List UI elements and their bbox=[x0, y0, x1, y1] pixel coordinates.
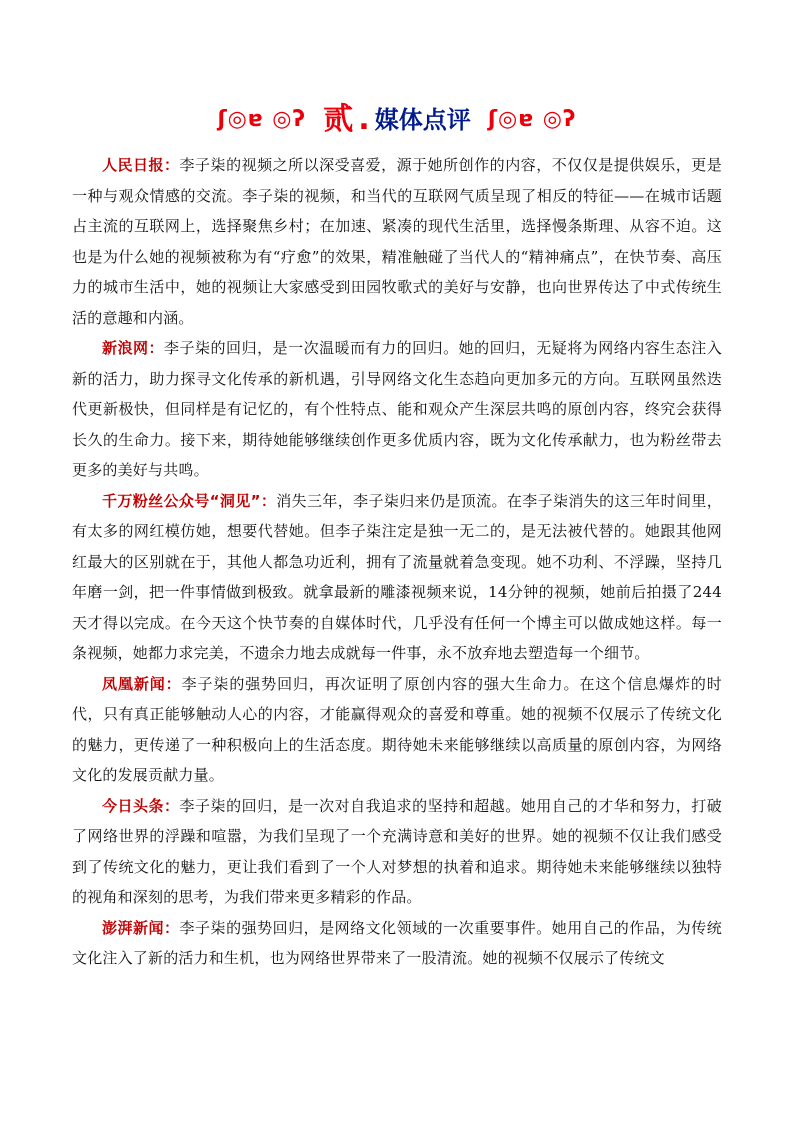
review-text: 消失三年，李子柒归来仍是顶流。在李子柒消失的这三年时间里，有太多的网红模仿她，想要代替她。但李子柒注定是独一无二的，是无法被代替的。她跟其他网红最大的区别就在于，其他人都急功近利，拥有了流量就着急变现。她不功利、不浮躁，坚持几年磨一剑，把一件事情做到极致。就拿最新的雕漆视频来说，14分钟的视频，她前后拍摄了244天才得以完成。在今天这个快节奏的自媒体时代，几乎没有任何一个博主可以做成她这样。每一条视频，她都力求完美，不遗余力地去成就每一件事，永不放弃地去塑造每一个细节。 bbox=[72, 491, 722, 662]
review-source: 凤凰新闻： bbox=[102, 674, 182, 693]
review-paragraph bbox=[72, 150, 722, 333]
review-paragraph bbox=[72, 791, 722, 913]
section-number: 贰 bbox=[323, 101, 354, 137]
review-text: 李子柒的强势回归，是网络文化领域的一次重要事件。她用自己的作品，为传统文化注入了新的活力和生机，也为网络世界带来了一股清流。她的视频不仅展示了传统文 bbox=[72, 918, 722, 967]
title-ornament-left: ʃ◎ɐ ◎ʔ bbox=[217, 106, 307, 132]
title-ornament-right: ʃ◎ɐ ◎ʔ bbox=[487, 106, 577, 132]
review-paragraph bbox=[72, 333, 722, 486]
review-text: 李子柒的回归，是一次对自我追求的坚持和超越。她用自己的才华和努力，打破了网络世界的浮躁和喧嚣，为我们呈现了一个充满诗意和美好的世界。她的视频不仅让我们感受到了传统文化的魅力，更让我们看到了一个人对梦想的执着和追求。期待她未来能够继续以独特的视角和深刻的思考，为我们带来更多精彩的作品。 bbox=[72, 796, 722, 906]
review-paragraph bbox=[72, 913, 722, 974]
review-list bbox=[72, 150, 722, 974]
review-text: 李子柒的回归，是一次温暖而有力的回归。她的回归，无疑将为网络内容生态注入新的活力，助力探寻文化传承的新机遇，引导网络文化生态趋向更加多元的方向。互联网虽然迭代更新极快，但同样是有记忆的，有个性特点、能和观众产生深层共鸣的原创内容，终究会获得长久的生命力。接下来，期待她能够继续创作更多优质内容，既为文化传承献力，也为粉丝带去更多的美好与共鸣。 bbox=[72, 339, 722, 479]
section-title bbox=[0, 96, 794, 142]
review-paragraph bbox=[72, 669, 722, 791]
review-text: 李子柒的强势回归，再次证明了原创内容的强大生命力。在这个信息爆炸的时代，只有真正能够触动人心的内容，才能赢得观众的喜爱和尊重。她的视频不仅展示了传统文化的魅力，更传递了一种积极向上的生活态度。期待她未来能够继续以高质量的原创内容，为网络文化的发展贡献力量。 bbox=[72, 674, 722, 784]
review-source: 今日头条： bbox=[102, 796, 180, 815]
review-source: 千万粉丝公众号“洞见”： bbox=[102, 491, 277, 510]
review-source: 新浪网： bbox=[102, 339, 165, 357]
review-paragraph bbox=[72, 486, 722, 669]
section-number-dot: . bbox=[358, 101, 370, 137]
review-text: 李子柒的视频之所以深受喜爱，源于她所创作的内容，不仅仅是提供娱乐，更是一种与观众情感的交流。李子柒的视频，和当代的互联网气质呈现了相反的特征——在城市话题占主流的互联网上，选择聚焦乡村；在加速、紧凑的现代生活里，选择慢条斯理、从容不迫。这也是为什么她的视频被称为有“疗愈”的效果，精准触碰了当代人的“精神痛点”，在快节奏、高压力的城市生活中，她的视频让大家感受到田园牧歌式的美好与安静，也向世界传达了中式传统生活的意趣和内涵。 bbox=[72, 156, 722, 327]
section-heading: 媒体点评 bbox=[374, 105, 471, 134]
review-source: 澎湃新闻： bbox=[102, 918, 180, 937]
review-source: 人民日报： bbox=[102, 156, 180, 174]
